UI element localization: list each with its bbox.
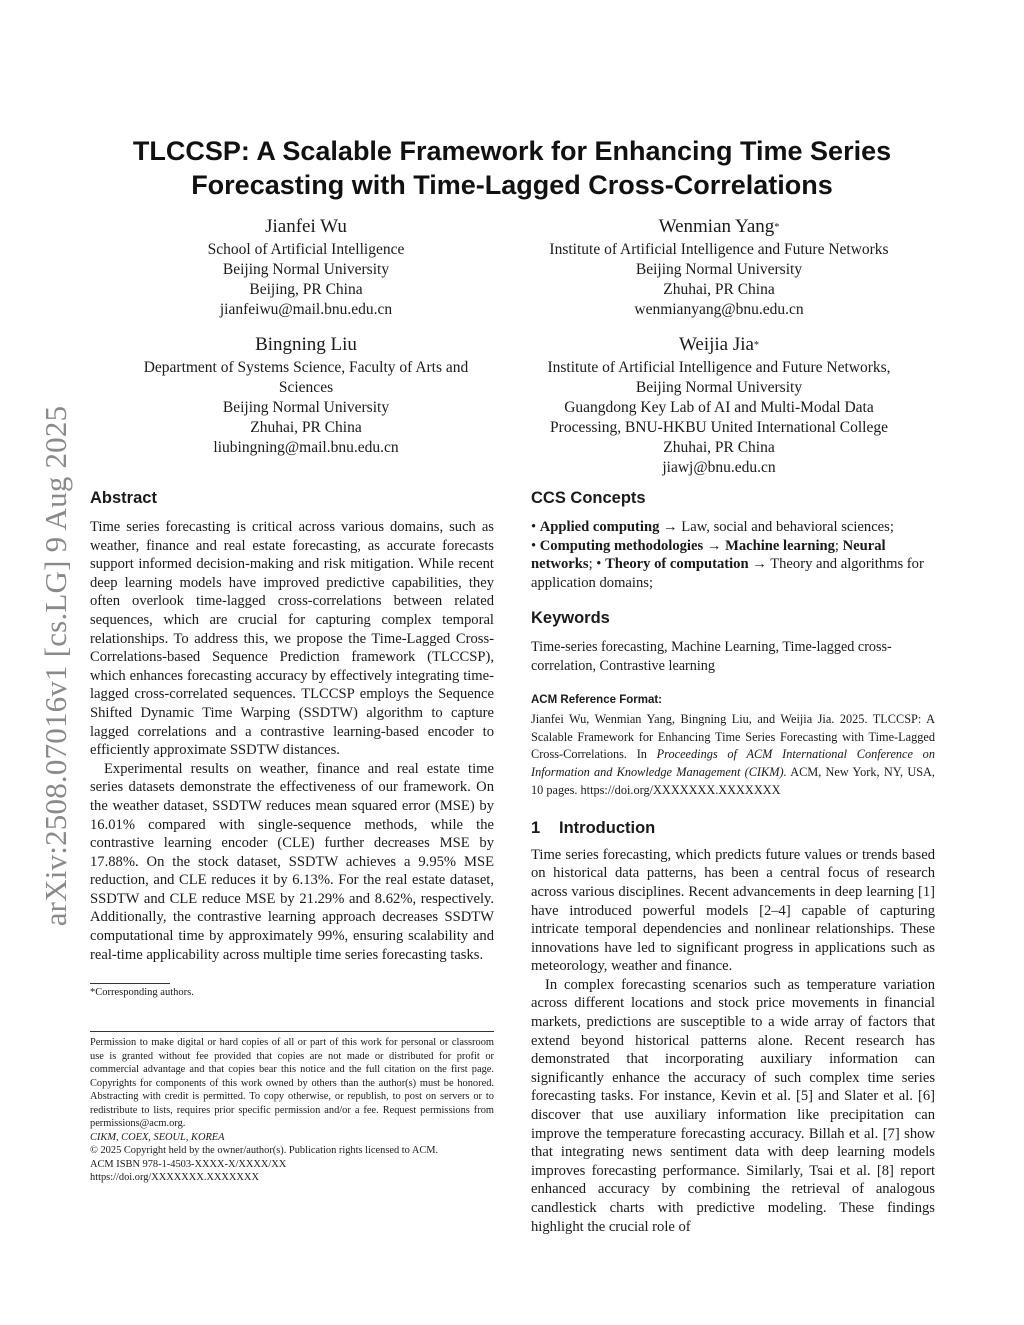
section-title: Introduction — [559, 819, 656, 838]
ccs-arrow: → — [752, 556, 767, 573]
ccs-subconcept-neural-networks: Neural networks — [531, 537, 886, 573]
author-affiliation: Institute of Artificial Intelligence and Future Networks — [549, 241, 889, 258]
author-name: Bingning Liu — [255, 334, 357, 355]
abstract-paragraph-2: Experimental results on weather, finance and real estate time series datasets demonstrate the effectiveness of our framework. On the weather dataset, SSDTW reduces mean squared error (MSE) by 16.01% compared with single-sequence methods, while the contrastive learning encoder (CLE) further decreases MSE by 17.88%. On the stock dataset, SSDTW achieves a 9.95% MSE reduction, and CLE reduces it by 6.13%. For the real estate dataset, SSDTW and CLE reduce MSE by 21.29% and 8.62%, respectively. Additionally, the contrastive learning approach decreases SSDTW computational time by approximately 99%, ensuring scalability and real-time applicability across multiple time series forecasting tasks. — [90, 760, 494, 963]
author-block-4 — [520, 333, 918, 478]
ccs-separator: ; — [889, 519, 894, 535]
ccs-bullet: • — [596, 556, 602, 573]
author-block-1 — [130, 215, 482, 320]
introduction-heading — [531, 819, 935, 838]
ccs-arrow: → — [706, 537, 722, 554]
author-affiliation: Processing, BNU-HKBU United International College — [550, 419, 888, 436]
footnote-divider — [90, 983, 170, 984]
ccs-heading: CCS Concepts — [531, 489, 646, 507]
acm-reference-venue: Proceedings of ACM International Conference on Information and Knowledge Management (CIKM). — [531, 747, 935, 779]
permission-block — [90, 1036, 494, 1185]
ccs-concept-applied-computing: Applied computing — [539, 519, 660, 535]
author-affiliation: School of Artificial Intelligence — [207, 241, 405, 258]
keywords-text: Time-series forecasting, Machine Learning, Time-lagged cross-correlation, Contrastive learning — [531, 639, 892, 674]
author-email: liubingning@mail.bnu.edu.cn — [213, 439, 399, 456]
ccs-concept-computing-methodologies: Computing methodologies — [539, 537, 704, 554]
abstract-paragraph-1: Time series forecasting is critical across various domains, such as weather, finance and real estate forecasting, as accurate forecasts support informed decision-making and risk mitigation. While recent deep learning models have improved predictive capabilities, they often overlook time-lagged cross-correlations between related sequences, which are crucial for capturing complex temporal relationships. To address this, we propose the Time-Lagged Cross-Correlations-based Sequence Prediction framework (TLCCSP), which enhances forecasting accuracy by effectively integrating time-lagged cross-correlated sequences. TLCCSP employs the Sequence Shifted Dynamic Time Warping (SSDTW) algorithm to capture lagged correlations and a contrastive learning-based encoder to efficiently approximate SSDTW distances. — [90, 519, 494, 759]
footnote-corresponding-authors: *Corresponding authors. — [90, 987, 194, 998]
author-name: Wenmian Yang* — [658, 216, 780, 237]
corresponding-mark: * — [753, 340, 759, 351]
author-location: Beijing, PR China — [249, 281, 363, 298]
author-name: Jianfei Wu — [265, 216, 347, 237]
acm-reference — [531, 691, 935, 800]
ccs-separator: ; — [588, 556, 593, 573]
author-affiliation: Beijing Normal University — [635, 379, 803, 396]
introduction-paragraph-1: Time series forecasting, which predicts future values or trends based on historical data patterns, has been a central focus of research across various disciplines. Recent advancements in deep learning [1] have introduced powerful models [2–4] capable of capturing intricate temporal dependencies and nonlinear relationships. These innovations have led to significant progress in applications such as meteorology, weather and finance. — [531, 846, 935, 975]
acm-reference-text — [531, 711, 935, 799]
author-block-3 — [112, 333, 500, 458]
paper-title — [90, 134, 934, 202]
author-affiliation: Beijing Normal University — [222, 261, 390, 278]
corresponding-mark: * — [774, 222, 780, 233]
ccs-bullet: • — [531, 537, 537, 554]
acm-reference-authors: Jianfei Wu, Wenmian Yang, Bingning Liu, and Weijia Jia. 2025. TLCCSP: A Scalable Framework for Enhancing Time Series Forecasting with Time-Lagged Cross-Correlations. In — [531, 712, 935, 762]
ccs-concepts-text — [531, 518, 935, 592]
author-affiliation: Department of Systems Science, Faculty of Arts and — [143, 359, 469, 376]
author-email: jianfeiwu@mail.bnu.edu.cn — [219, 301, 393, 318]
permission-divider — [90, 1031, 494, 1032]
author-affiliation: Institute of Artificial Intelligence and Future Networks, — [547, 359, 891, 376]
introduction-paragraph-2: In complex forecasting scenarios such as temperature variation across different locations and stock price movements in financial markets, predictions are susceptible to a wide array of factors that extend beyond historical patterns alone. Recent research has demonstrated that incorporating auxiliary information can significantly enhance the accuracy of such complex time series forecasting tasks. For instance, Kevin et al. [5] and Slater et al. [6] discover that use auxiliary information like precipitation can improve the temperature forecasting accuracy. Billah et al. [7] show that integrating news sentiment data with deep learning models improves forecasting performance. Similarly, Tsai et al. [8] report enhanced accuracy by combining the retrieval of analogous candlestick charts with predictive modeling. These findings highlight the crucial role of — [531, 976, 935, 1235]
ccs-concept-theory-of-computation: Theory of computation — [605, 556, 749, 573]
author-affiliation: Beijing Normal University — [635, 261, 803, 278]
author-location: Zhuhai, PR China — [663, 439, 775, 456]
author-location: Zhuhai, PR China — [250, 419, 362, 436]
ccs-bullet: • — [531, 519, 537, 535]
ccs-subconcept-machine-learning: Machine learning — [725, 537, 835, 554]
section-number: 1 — [531, 819, 541, 838]
ccs-separator: ; — [834, 537, 839, 554]
acm-reference-publisher: ACM, New York, NY, USA, 10 pages. https://doi.org/XXXXXXX.XXXXXXX — [531, 764, 935, 797]
author-email: wenmianyang@bnu.edu.cn — [634, 301, 804, 318]
paper-title-line-1: TLCCSP: A Scalable Framework for Enhancing Time Series — [132, 136, 892, 166]
ccs-subconcept: Law, social and behavioral sciences — [681, 519, 890, 535]
author-block-2 — [520, 215, 918, 320]
author-affiliation: Beijing Normal University — [222, 399, 390, 416]
right-column — [531, 488, 935, 1236]
abstract-heading: Abstract — [90, 489, 157, 507]
ccs-subconcept: Theory and algorithms for application domains; — [531, 556, 924, 591]
ccs-arrow: → — [663, 519, 678, 535]
author-location: Zhuhai, PR China — [663, 281, 775, 298]
arxiv-identifier: arXiv:2508.07016v1 [cs.LG] 9 Aug 2025 — [38, 405, 73, 927]
copyright-line: © 2025 Copyright held by the owner/author(s). Publication rights licensed to ACM. — [90, 1145, 439, 1156]
isbn-line: ACM ISBN 978-1-4503-XXXX-X/XXXX/XX — [90, 1158, 287, 1170]
permission-text: Permission to make digital or hard copies of all or part of this work for personal or classroom use is granted without fee provided that copies are not made or distributed for profit or commercial advantage and that copies bear this notice and the full citation on the first page. Copyrights for components of this work owned by others than the author(s) must be honored. Abstracting with credit is permitted. To copy otherwise, or republish, to post on servers or to redistribute to lists, requires prior specific permission and/or a fee. Request permissions from permissions@acm.org. — [90, 1037, 494, 1129]
doi-link[interactable]: https://doi.org/XXXXXXX.XXXXXXX — [90, 1172, 259, 1183]
author-name: Weijia Jia* — [679, 334, 759, 355]
keywords-heading: Keywords — [531, 609, 610, 628]
author-affiliation: Sciences — [278, 379, 334, 396]
conference-venue: CIKM, COEX, SEOUL, KOREA — [90, 1131, 225, 1143]
author-affiliation: Guangdong Key Lab of AI and Multi-Modal Data — [564, 399, 874, 416]
author-email: jiawj@bnu.edu.cn — [662, 459, 776, 476]
paper-title-line-2: Forecasting with Time-Lagged Cross-Correlations — [191, 170, 833, 200]
abstract-section — [90, 488, 494, 964]
acm-reference-heading: ACM Reference Format: — [531, 693, 662, 706]
